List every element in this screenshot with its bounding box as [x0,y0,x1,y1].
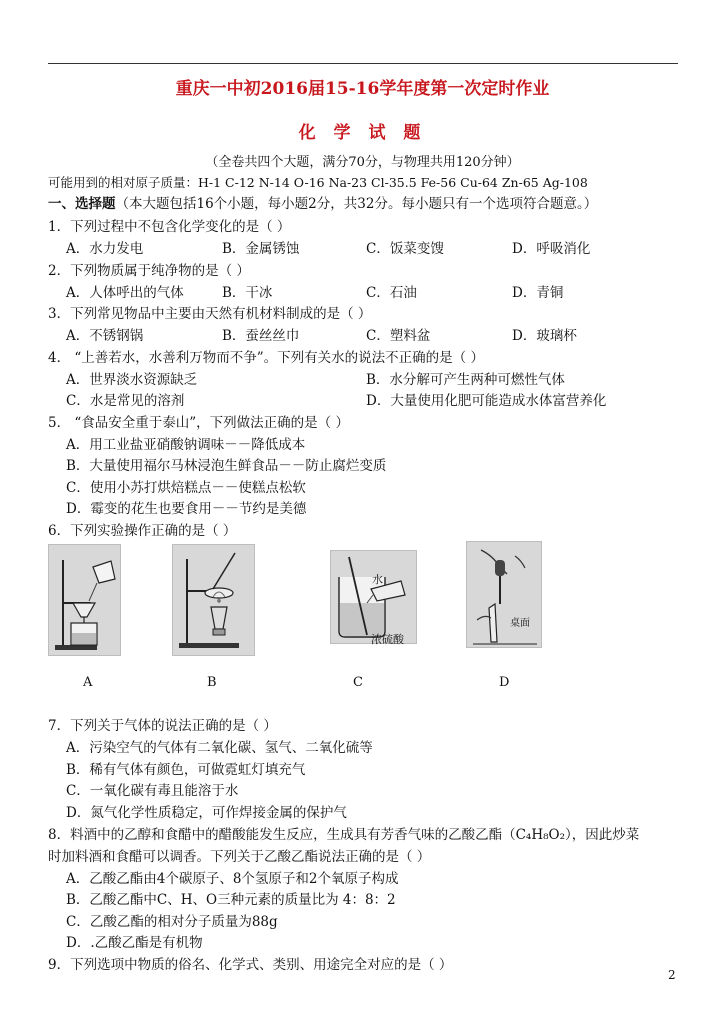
figure-b-evaporation [172,544,255,656]
q4-option-d: D．大量使用化肥可能造成水体富营养化 [366,393,607,409]
question-6-stem: 6．下列实验操作正确的是（ ） [48,523,237,539]
q3-option-b: B．蚕丝丝巾 [222,328,300,344]
question-4-stem: 4． “上善若水，水善利万物而不争”。下列有关水的说法不正确的是（ ） [48,350,484,366]
q2-option-b: B．干冰 [222,285,273,301]
q7-option-b: B．稀有气体有颜色，可做霓虹灯填充气 [66,762,306,778]
q5-option-b: B．大量使用福尔马林浸泡生鲜食品－－防止腐烂变质 [66,458,387,474]
q8-option-c: C．乙酸乙酯的相对分子质量为88g [66,914,278,930]
q4-option-a: A．世界淡水资源缺乏 [66,372,198,388]
label-water: 水 [372,573,383,586]
q2-option-c: C．石油 [366,285,417,301]
question-5-stem: 5． “食品安全重于泰山”，下列做法正确的是（ ） [48,415,349,431]
q3-option-d: D．玻璃杯 [512,328,577,344]
question-2-stem: 2．下列物质属于纯净物的是（ ） [48,263,250,279]
label-table-surface: 桌面 [510,618,530,629]
q2-option-a: A．人体呼出的气体 [66,285,184,301]
section-heading: 一、选择题 [48,196,116,212]
page-number: 2 [668,968,676,982]
question-8-stem-line1: 8．料酒中的乙醇和食醋中的醋酸能发生反应，生成具有芳香气味的乙酸乙酯（C₄H₈O₂），因此炒菜 [48,827,640,843]
figure-label-d: D [499,675,510,690]
q8-option-a: A．乙酸乙酯由4个碳原子、8个氢原子和2个氧原子构成 [66,871,399,887]
header-rule [48,63,678,64]
q7-option-d: D．氮气化学性质稳定，可作焊接金属的保护气 [66,805,347,821]
q5-option-c: C．使用小苏打烘焙糕点－－使糕点松软 [66,480,306,496]
q5-option-d: D．霉变的花生也要食用－－节约是美德 [66,501,307,517]
q3-option-c: C．塑料盆 [366,328,431,344]
q8-option-b: B．乙酸乙酯中C、H、O三种元素的质量比为 4：8：2 [66,892,396,908]
label-conc-sulfuric-acid: 浓硫酸 [371,633,404,646]
q4-option-b: B．水分解可产生两种可燃性气体 [366,372,565,388]
q1-option-a: A．水力发电 [66,241,144,257]
question-1-stem: 1．下列过程中不包含化学变化的是（ ） [48,219,291,235]
q4-option-c: C．水是常见的溶剂 [66,393,185,409]
question-3-stem: 3．下列常见物品中主要由天然有机材料制成的是（ ） [48,306,372,322]
q1-option-c: C．饭菜变馊 [366,241,444,257]
q7-option-a: A．污染空气的气体有二氧化碳、氢气、二氧化硫等 [66,740,373,756]
figure-label-a: A [83,675,93,690]
section-heading-line [48,195,597,213]
atomic-masses: 可能用到的相对原子质量：H-1 C-12 N-14 O-16 Na-23 Cl-35.5 Fe-56 Cu-64 Zn-65 Ag-108 [48,175,588,190]
exam-title: 重庆一中初2016届15-16学年度第一次定时作业 [175,79,550,99]
exam-subtitle: 化 学 试 题 [298,123,427,143]
question-7-stem: 7．下列关于气体的说法正确的是（ ） [48,718,277,734]
q8-option-d: D．.乙酸乙酯是有机物 [66,935,203,951]
figure-d-dropper [466,541,542,648]
figure-a-filtration [48,544,121,656]
section-note: （本大题包括16个小题，每小题2分，共32分。每小题只有一个选项符合题意。） [115,196,598,212]
figure-label-c: C [353,675,363,690]
q7-option-c: C．一氧化碳有毒且能溶于水 [66,783,239,799]
q3-option-a: A．不锈钢锅 [66,328,144,344]
question-8-stem-line2: 时加料酒和食醋可以调香。下列关于乙酸乙酯说法正确的是（ ） [48,849,431,865]
figure-label-b: B [207,675,217,690]
q1-option-d: D．呼吸消化 [512,241,591,257]
question-9-stem: 9．下列选项中物质的俗名、化学式、类别、用途完全对应的是（ ） [48,957,453,973]
q1-option-b: B．金属锈蚀 [222,241,300,257]
exam-info: （全卷共四个大题，满分70分，与物理共用120分钟） [205,155,520,170]
q5-option-a: A．用工业盐亚硝酸钠调味－－降低成本 [66,437,306,453]
q2-option-d: D．青铜 [512,285,564,301]
figure-c-dilution [330,550,417,644]
